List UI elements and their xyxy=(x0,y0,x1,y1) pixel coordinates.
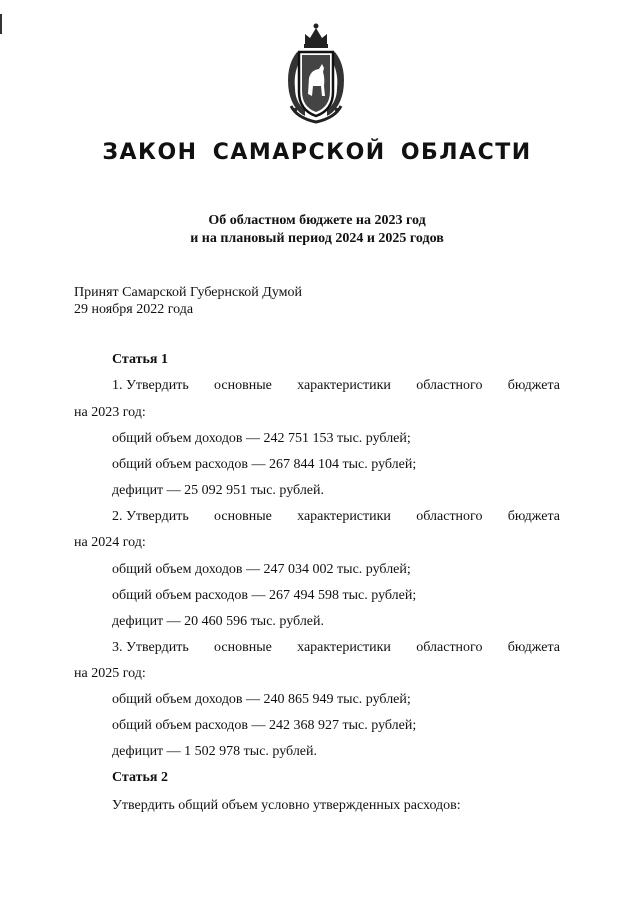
article-1-para-3-cont: на 2025 год: xyxy=(74,666,146,681)
article-2-heading: Статья 2 xyxy=(112,770,168,785)
article-1-para-1-cont: на 2023 год: xyxy=(74,405,146,420)
word: характеристики xyxy=(297,509,391,524)
expense-2023: общий объем расходов — 267 844 104 тыс. рублей; xyxy=(112,457,417,472)
word: бюджета xyxy=(507,509,560,524)
word: основные xyxy=(214,640,272,655)
law-title: ЗАКОН САМАРСКОЙ ОБЛАСТИ xyxy=(102,140,532,165)
word: характеристики xyxy=(297,378,391,393)
word: основные xyxy=(214,378,272,393)
deficit-2023: дефицит — 25 092 951 тыс. рублей. xyxy=(112,483,325,498)
article-1-para-1 xyxy=(112,377,560,394)
word: областного xyxy=(416,640,483,655)
article-1-para-2 xyxy=(112,508,560,525)
word: 2. Утвердить xyxy=(112,509,189,524)
adoption-note xyxy=(74,284,302,318)
expense-2024: общий объем расходов — 267 494 598 тыс. рублей; xyxy=(112,588,417,603)
revenue-2025: общий объем доходов — 240 865 949 тыс. рублей; xyxy=(112,692,411,707)
expense-2025: общий объем расходов — 242 368 927 тыс. рублей; xyxy=(112,718,417,733)
revenue-2023: общий объем доходов — 242 751 153 тыс. рублей; xyxy=(112,431,411,446)
word: бюджета xyxy=(507,640,560,655)
deficit-2025: дефицит — 1 502 978 тыс. рублей. xyxy=(112,744,318,759)
subtitle-line-1: Об областном бюджете на 2023 год xyxy=(208,213,426,228)
article-1-para-3 xyxy=(112,639,560,656)
word: 1. Утвердить xyxy=(112,378,189,393)
scan-edge-mark xyxy=(0,14,2,34)
word: областного xyxy=(416,509,483,524)
article-1-para-2-cont: на 2024 год: xyxy=(74,535,146,550)
word: областного xyxy=(416,378,483,393)
adoption-date: 29 ноября 2022 года xyxy=(74,302,194,317)
coat-of-arms-emblem-icon xyxy=(275,22,357,124)
deficit-2024: дефицит — 20 460 596 тыс. рублей. xyxy=(112,614,325,629)
subtitle-line-2: и на плановый период 2024 и 2025 годов xyxy=(190,231,444,246)
word: характеристики xyxy=(297,640,391,655)
article-1-heading: Статья 1 xyxy=(112,352,168,367)
law-subtitle xyxy=(0,212,634,248)
word: основные xyxy=(214,509,272,524)
revenue-2024: общий объем доходов — 247 034 002 тыс. рублей; xyxy=(112,562,411,577)
article-2-para-1: Утвердить общий объем условно утвержденных расходов: xyxy=(112,798,461,813)
word: 3. Утвердить xyxy=(112,640,189,655)
adoption-body: Принят Самарской Губернской Думой xyxy=(74,285,303,300)
word: бюджета xyxy=(507,378,560,393)
